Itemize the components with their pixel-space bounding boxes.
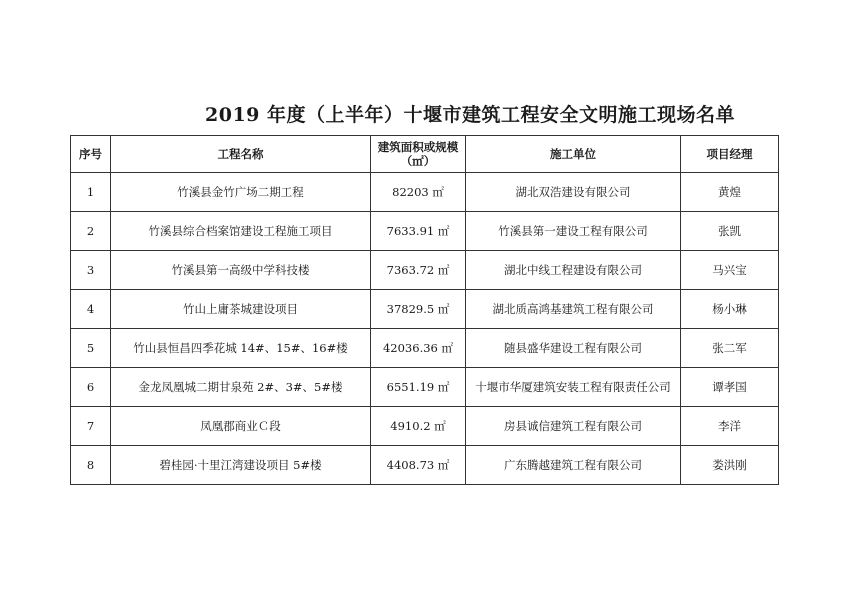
row-manager: 黄煌 bbox=[681, 173, 779, 212]
row-area: 4910.2 ㎡ bbox=[371, 407, 466, 446]
row-company: 十堰市华厦建筑安装工程有限责任公司 bbox=[466, 368, 681, 407]
page-title: 2019 年度（上半年）十堰市建筑工程安全文明施工现场名单 bbox=[205, 104, 735, 126]
row-project-name: 竹溪县综合档案馆建设工程施工项目 bbox=[111, 212, 371, 251]
row-manager: 杨小琳 bbox=[681, 290, 779, 329]
row-project-name: 碧桂园·十里江湾建设项目 5#楼 bbox=[111, 446, 371, 485]
table-row bbox=[71, 446, 779, 485]
table-header-row bbox=[71, 136, 779, 173]
row-manager: 谭孝国 bbox=[681, 368, 779, 407]
table-row bbox=[71, 329, 779, 368]
row-area: 6551.19 ㎡ bbox=[371, 368, 466, 407]
row-manager: 张二军 bbox=[681, 329, 779, 368]
row-area: 7633.91 ㎡ bbox=[371, 212, 466, 251]
row-manager: 马兴宝 bbox=[681, 251, 779, 290]
header-area-unit: （㎡） bbox=[400, 154, 436, 168]
header-manager: 项目经理 bbox=[681, 136, 779, 173]
row-no: 7 bbox=[71, 407, 111, 446]
row-area: 4408.73 ㎡ bbox=[371, 446, 466, 485]
row-no: 8 bbox=[71, 446, 111, 485]
row-company: 房县诚信建筑工程有限公司 bbox=[466, 407, 681, 446]
row-project-name: 竹溪县第一高级中学科技楼 bbox=[111, 251, 371, 290]
row-company: 湖北中线工程建设有限公司 bbox=[466, 251, 681, 290]
table-row bbox=[71, 368, 779, 407]
row-no: 2 bbox=[71, 212, 111, 251]
row-company: 随县盛华建设工程有限公司 bbox=[466, 329, 681, 368]
table-row bbox=[71, 212, 779, 251]
table-row bbox=[71, 173, 779, 212]
row-no: 3 bbox=[71, 251, 111, 290]
row-company: 广东腾越建筑工程有限公司 bbox=[466, 446, 681, 485]
row-project-name: 竹山县恒昌四季花城 14#、15#、16#楼 bbox=[111, 329, 371, 368]
row-area: 42036.36 ㎡ bbox=[371, 329, 466, 368]
row-manager: 张凯 bbox=[681, 212, 779, 251]
row-project-name: 竹溪县金竹广场二期工程 bbox=[111, 173, 371, 212]
row-project-name: 竹山上庸茶城建设项目 bbox=[111, 290, 371, 329]
table-row bbox=[71, 251, 779, 290]
row-area: 82203 ㎡ bbox=[371, 173, 466, 212]
row-area: 7363.72 ㎡ bbox=[371, 251, 466, 290]
row-no: 4 bbox=[71, 290, 111, 329]
row-company: 湖北双浩建设有限公司 bbox=[466, 173, 681, 212]
row-no: 5 bbox=[71, 329, 111, 368]
header-area-label: 建筑面积或规模 bbox=[377, 140, 459, 154]
header-project-name: 工程名称 bbox=[111, 136, 371, 173]
row-company: 竹溪县第一建设工程有限公司 bbox=[466, 212, 681, 251]
row-no: 6 bbox=[71, 368, 111, 407]
row-no: 1 bbox=[71, 173, 111, 212]
row-manager: 娄洪刚 bbox=[681, 446, 779, 485]
header-company: 施工单位 bbox=[466, 136, 681, 173]
row-area: 37829.5 ㎡ bbox=[371, 290, 466, 329]
construction-site-table bbox=[70, 135, 779, 485]
row-company: 湖北质高鸿基建筑工程有限公司 bbox=[466, 290, 681, 329]
header-no: 序号 bbox=[71, 136, 111, 173]
table-row bbox=[71, 290, 779, 329]
row-manager: 李洋 bbox=[681, 407, 779, 446]
row-project-name: 凤凰郡商业Ｃ段 bbox=[111, 407, 371, 446]
header-area bbox=[371, 136, 466, 173]
row-project-name: 金龙凤凰城二期甘泉苑 2#、3#、5#楼 bbox=[111, 368, 371, 407]
table-row bbox=[71, 407, 779, 446]
